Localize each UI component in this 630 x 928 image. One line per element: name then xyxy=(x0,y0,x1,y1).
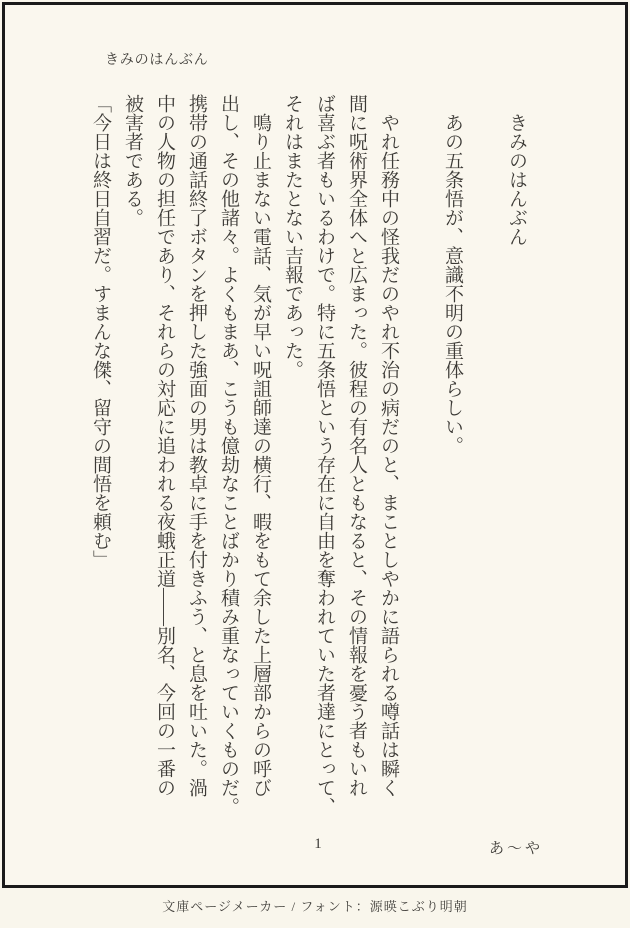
blank-column xyxy=(404,94,436,797)
running-header-title: きみのはんぶん xyxy=(105,53,209,68)
text-column: ば喜ぶ者もいるわけで。特に五条悟という存在に自由を奪われていた者達にとって、 xyxy=(314,94,335,816)
text-column: 中の人物の担任であり、それらの対応に追われる夜蛾正道――別名、今回の一番の xyxy=(154,94,175,797)
text-column: 間に呪術界全体へと広まった。彼程の有名人ともなると、その情報を憂う者もいれ xyxy=(346,94,367,797)
text-column: やれ任務中の怪我だのやれ不治の病だのと、まことしやかに語られる噂話は瞬く xyxy=(378,94,399,797)
vertical-text-body xyxy=(84,94,532,816)
text-column: 出し、その他諸々。よくもまあ、こうも億劫なことばかり積み重なっていくものだ。 xyxy=(218,94,239,816)
author-name: あ〜や xyxy=(488,841,543,857)
blank-column xyxy=(468,94,500,797)
text-column: 被害者である。 xyxy=(122,94,143,227)
text-column: あの五条悟が、意識不明の重体らしい。 xyxy=(442,94,463,455)
text-column: 携帯の通話終了ボタンを押した強面の男は教卓に手を付きふう、と息を吐いた。渦 xyxy=(186,94,207,797)
page-number: 1 xyxy=(314,836,322,852)
text-column: 鳴り止まない電話、気が早い呪詛師達の横行、暇をもて余した上層部からの呼び xyxy=(250,94,271,797)
page-frame xyxy=(2,2,628,888)
footer-credit: 文庫ページメーカー / フォント：源暎こぶり明朝 xyxy=(162,899,468,914)
title-column: きみのはんぶん xyxy=(506,94,527,246)
dialogue-column: 「今日は終日自習だ。すまんな傑、留守の間悟を頼む」 xyxy=(90,94,111,569)
text-column: それはまたとない吉報であった。 xyxy=(282,94,303,379)
